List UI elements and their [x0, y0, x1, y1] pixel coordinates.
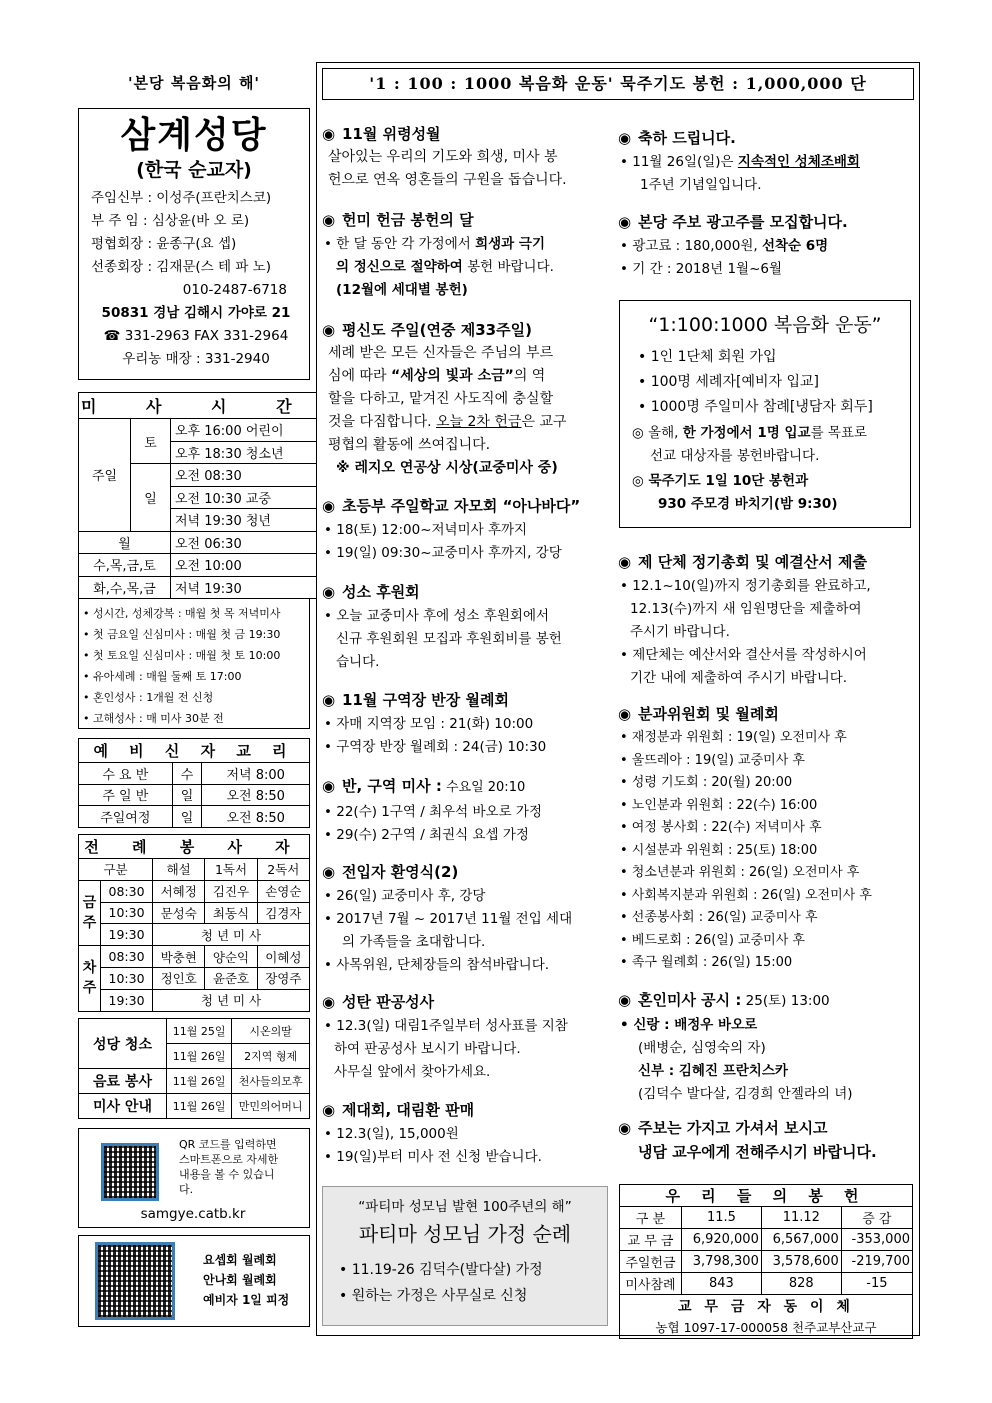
- section-welcome: [322, 862, 610, 977]
- mass-time: 오전 08:30: [171, 464, 317, 487]
- list-item: • 22(수) 1구역 / 최우석 바오로 가정: [324, 804, 543, 820]
- list-item: • 여정 봉사회 : 22(수) 저녁미사 후: [620, 820, 822, 835]
- weekday-time: 저녁 19:30: [171, 576, 317, 599]
- list-item: 1주년 기념일입니다.: [640, 177, 762, 193]
- weekday-label: 화,수,목,금: [79, 576, 171, 599]
- mass-note: • 유아세례 : 매월 둘째 토 17:00: [83, 670, 242, 683]
- col-header: 11.12: [761, 1207, 841, 1229]
- mass-time: 19:30: [101, 989, 153, 1011]
- class-day: 일: [172, 784, 202, 806]
- campaign-title: “1:100:1000 복음화 운동”: [648, 314, 882, 336]
- minister: 서혜정: [153, 880, 205, 902]
- mass-time: 10:30: [101, 902, 153, 924]
- bullet-icon: ◉: [618, 213, 632, 231]
- duty-date: 11월 26일: [167, 1044, 232, 1069]
- next-week-label: 차주: [79, 946, 101, 1011]
- youth-mass: 청 년 미 사: [153, 924, 310, 946]
- text: • 한 달 동안 각 가정에서: [324, 236, 476, 252]
- list-item: • 오늘 교중미사 후에 성소 후원회에서: [324, 608, 550, 624]
- cell: -353,000: [841, 1229, 912, 1251]
- section-november-souls: [322, 124, 610, 192]
- text: 의 역: [513, 368, 546, 384]
- section-mothers-bazaar: [322, 496, 610, 565]
- col-header: 2독서: [257, 859, 309, 881]
- minister: 양순익: [205, 946, 257, 968]
- list-item: • 자매 지역장 모임 : 21(화) 10:00: [324, 716, 534, 732]
- section-general-meeting: [618, 552, 916, 690]
- emphasis: 오늘 2차 헌금: [436, 414, 522, 430]
- list-item: • 구역장 반장 월례회 : 24(금) 10:30: [324, 739, 547, 755]
- catechumen-table: [78, 738, 310, 828]
- class-day: 수: [172, 763, 202, 785]
- list-item: 습니다.: [336, 654, 380, 670]
- section-christmas-confession: [322, 992, 610, 1084]
- minister: 김진우: [205, 880, 257, 902]
- list-item: • 19(일) 09:30~교중미사 후까지, 강당: [324, 545, 562, 561]
- col-header: 구 분: [620, 1207, 682, 1229]
- shop-phone: 우리농 매장 : 331-2940: [122, 351, 270, 367]
- col-header: 해설: [153, 859, 205, 881]
- list-item: • 원하는 가정은 사무실로 신청: [339, 1288, 528, 1304]
- weekday-time: 오전 10:00: [171, 554, 317, 577]
- fatima-subtitle: “파티마 성모님 발현 100주년의 해”: [358, 1199, 572, 1215]
- list-item: • 사목위원, 단체장들의 참석바랍니다.: [324, 957, 550, 973]
- section-rice-offering: [322, 210, 610, 302]
- mass-time: 저녁 19:30 청년: [171, 509, 317, 532]
- section-title: 헌미 헌금 봉헌의 달: [342, 211, 474, 229]
- list-item: 신규 후원회원 모집과 후원회비를 봉헌: [336, 631, 562, 647]
- section-congrats: [618, 128, 916, 197]
- motto-banner: '1 : 100 : 1000 복음화 운동' 묵주기도 봉헌 : 1,000,000 단: [322, 68, 914, 100]
- text: 것을 다짐합니다.: [328, 414, 437, 430]
- mass-time: 08:30: [101, 880, 153, 902]
- campaign-box: [619, 300, 911, 528]
- qr-event: 요셉회 월례회: [203, 1253, 277, 1267]
- mass-note: • 고해성사 : 매 미사 30분 전: [83, 712, 224, 725]
- mass-header: 미 사 시 간: [79, 393, 317, 419]
- list-item: • 제단체는 예산서와 결산서를 작성하시어: [620, 647, 867, 663]
- bullet-icon: ◉: [322, 125, 336, 143]
- section-district-meeting: [322, 690, 610, 759]
- mass-time: 19:30: [101, 924, 153, 946]
- bullet-icon: ◉: [618, 991, 632, 1009]
- list-item: • 1인 1단체 회원 가입: [638, 349, 777, 365]
- cell: -219,700: [841, 1251, 912, 1273]
- section-text: (12월에 세대별 봉헌): [336, 282, 468, 298]
- minister: 최동식: [205, 902, 257, 924]
- fatima-title: 파티마 성모님 가정 순례: [358, 1222, 572, 1246]
- cell: 3,578,600: [761, 1251, 841, 1273]
- cell: 828: [761, 1273, 841, 1295]
- bullet-icon: ◉: [322, 777, 336, 795]
- list-item: • 청소년분과 위원회 : 26(일) 오전미사 후: [620, 865, 860, 880]
- transfer-title: 교 무 금 자 동 이 체: [620, 1295, 913, 1317]
- youth-mass: 청 년 미 사: [153, 989, 310, 1011]
- class-time: 오전 8:50: [202, 806, 310, 828]
- bullet-icon: ◉: [618, 129, 632, 147]
- class-day: 일: [172, 806, 202, 828]
- section-title: 냉담 교우에게 전해주시기 바랍니다.: [638, 1143, 877, 1161]
- text: 를 목표로: [810, 425, 868, 441]
- section-title: 성소 후원회: [342, 583, 420, 601]
- text: • 11월 26일(일)은: [620, 154, 738, 170]
- mass-time: 오전 10:30 교중: [171, 486, 317, 509]
- qr-event: 안나회 월례회: [203, 1273, 277, 1287]
- staff-council-president: 평협회장 : 윤종구(요 셉): [91, 236, 237, 252]
- section-title: 본당 주보 광고주를 모집합니다.: [638, 213, 848, 231]
- duty-date: 11월 26일: [167, 1094, 232, 1119]
- col-header: 1독서: [205, 859, 257, 881]
- year-banner: '본당 복음화의 해': [127, 74, 261, 92]
- list-item: 신부 : 김혜진 프란치스카: [638, 1063, 788, 1079]
- qr-code-icon[interactable]: [101, 1143, 159, 1201]
- sunday-label: 주일: [79, 419, 131, 532]
- row-label: 미사참례: [620, 1273, 682, 1295]
- col-header: 11.5: [681, 1207, 761, 1229]
- list-item: • 기 간 : 2018년 1월~6월: [620, 261, 783, 277]
- section-vocation: [322, 582, 610, 674]
- mass-schedule-table: [78, 392, 317, 599]
- cell: 6,920,000: [681, 1229, 761, 1251]
- list-item: 사무실 앞에서 찾아가세요.: [334, 1064, 491, 1080]
- mass-time: 오후 18:30 청소년: [171, 441, 317, 464]
- bullet-icon: ◉: [322, 863, 336, 881]
- minister: 윤준호: [205, 967, 257, 989]
- mass-note: • 성시간, 성체강복 : 매월 첫 목 저녁미사: [83, 607, 281, 620]
- list-item: • 울뜨레아 : 19(일) 교중미사 후: [620, 752, 805, 768]
- qr-box-website: [78, 1128, 310, 1228]
- minister: 장영주: [257, 967, 309, 989]
- list-item: 주시기 바랍니다.: [630, 624, 730, 640]
- section-subtitle: 수요일 20:10: [441, 780, 526, 795]
- tel-fax: ☎ 331-2963 FAX 331-2964: [103, 328, 289, 344]
- section-title: 전입자 환영식(2): [342, 863, 459, 881]
- qr-text: 다.: [179, 1183, 194, 1196]
- liturgy-ministers-table: [78, 834, 310, 1012]
- list-item: 12.13(수)까지 새 임원명단을 제출하여: [630, 601, 862, 617]
- duty-date: 11월 25일: [167, 1019, 232, 1044]
- list-item: • 12.1~10(일)까지 정기총회를 완료하고,: [620, 578, 871, 594]
- list-item: • 29(수) 2구역 / 최권식 요셉 가정: [324, 827, 529, 843]
- section-title: 11월 구역장 반장 월례회: [342, 691, 509, 709]
- weekday-label: 월: [79, 531, 171, 554]
- duty-table: [78, 1018, 310, 1119]
- staff-pastor: 주임신부 : 이성주(프란치스코): [91, 190, 272, 206]
- text: ◎ 올해,: [632, 425, 683, 441]
- list-item: • 베드로회 : 26(일) 교중미사 후: [620, 932, 805, 948]
- minister: 김경자: [257, 902, 309, 924]
- list-item: • 사회복지분과 위원회 : 26(일) 오전미사 후: [620, 887, 872, 903]
- phone-mobile: 010-2487-6718: [182, 282, 287, 298]
- list-item: • 100명 세례자[예비자 입교]: [638, 374, 819, 390]
- this-week-label: 금주: [79, 880, 101, 945]
- staff-funeral-president: 선종회장 : 김재문(스 테 파 노): [91, 259, 271, 275]
- list-item: • 노인분과 위원회 : 22(수) 16:00: [620, 797, 818, 813]
- class-name: 주 일 반: [79, 784, 173, 806]
- section-text: 살아있는 우리의 기도와 희생, 미사 봉: [328, 149, 558, 165]
- offering-header: 우 리 들 의 봉 헌: [620, 1185, 913, 1207]
- section-advertisers: [618, 212, 916, 281]
- class-name: 수 요 반: [79, 763, 173, 785]
- col-header: 구분: [79, 859, 153, 881]
- section-district-mass: [322, 776, 610, 847]
- list-item: 기간 내에 제출하여 주시기 바랍니다.: [630, 670, 848, 686]
- duty-group: 만민의어머니: [232, 1094, 310, 1119]
- qr-code-icon[interactable]: [95, 1242, 175, 1320]
- cell: 843: [681, 1273, 761, 1295]
- campaign-note: ◎ 묵주기도 1일 10단 봉헌과: [632, 473, 809, 489]
- mass-notes: [78, 599, 310, 729]
- address: 50831 경남 김해시 가야로 21: [101, 305, 291, 321]
- mass-time: 오후 16:00 어린이: [171, 419, 317, 442]
- section-title: 주보는 가지고 가셔서 보시고: [638, 1119, 828, 1137]
- text: 봉헌 바랍니다.: [462, 259, 554, 275]
- parish-name: 삼계성당: [120, 115, 268, 156]
- duty-group: 천사들의모후: [232, 1069, 310, 1094]
- qr-text: 내용을 볼 수 있습니: [179, 1168, 275, 1181]
- section-title: 제 단체 정기총회 및 예결산서 제출: [638, 553, 867, 571]
- cell: -15: [841, 1273, 912, 1295]
- list-item: • 18(토) 12:00~저녁미사 후까지: [324, 522, 528, 538]
- emphasis: 의 정신으로 절약하여: [336, 259, 463, 275]
- fatima-box: [322, 1186, 608, 1326]
- account-number: 농협 1097-17-000058 천주교부산교구: [620, 1317, 913, 1339]
- text: • 광고료 : 180,000원,: [620, 238, 762, 254]
- list-item: • 26(일) 교중미사 후, 강당: [324, 888, 486, 904]
- list-item: • 선종봉사회 : 26(일) 교중미사 후: [620, 910, 818, 925]
- text: 은 교구: [521, 414, 567, 430]
- class-time: 오전 8:50: [202, 784, 310, 806]
- class-time: 저녁 8:00: [202, 763, 310, 785]
- qr-box-events: [78, 1235, 310, 1327]
- bullet-icon: ◉: [322, 1101, 336, 1119]
- class-name: 주일여정: [79, 806, 173, 828]
- section-wedding-notice: [618, 990, 916, 1106]
- section-title: 초등부 주일학교 자모회 “아나바다”: [342, 497, 581, 515]
- section-title: 성탄 판공성사: [342, 993, 435, 1011]
- section-take-bulletin: [618, 1118, 916, 1162]
- bullet-icon: ◉: [322, 321, 336, 339]
- emphasis: 지속적인 성체조배회: [737, 154, 860, 170]
- bullet-icon: ◉: [618, 553, 632, 571]
- offering-table: [619, 1184, 913, 1339]
- weekday-label: 수,목,금,토: [79, 554, 171, 577]
- list-item: • 11.19-26 김덕수(발다살) 가정: [339, 1262, 543, 1278]
- section-title: 평신도 주일(연중 제33주일): [342, 321, 532, 339]
- minister: 이혜성: [257, 946, 309, 968]
- emphasis: “세상의 빛과 소금”: [391, 368, 514, 384]
- qr-event: 예비자 1일 피정: [203, 1293, 290, 1307]
- minister: 손영순: [257, 880, 309, 902]
- saturday-label: 토: [131, 419, 171, 464]
- mass-time: 10:30: [101, 967, 153, 989]
- drinks-label: 음료 봉사: [79, 1069, 167, 1094]
- list-item: • 성령 기도회 : 20(월) 20:00: [620, 775, 793, 790]
- minister: 문성숙: [153, 902, 205, 924]
- emphasis: 선착순 6명: [761, 238, 829, 254]
- list-item: • 신랑 : 배정우 바오로: [620, 1017, 758, 1033]
- campaign-note: 선교 대상자를 봉헌바랍니다.: [650, 448, 820, 464]
- catechumen-header: 예 비 신 자 교 리: [79, 739, 310, 763]
- list-item: 의 가족들을 초대합니다.: [342, 934, 486, 950]
- section-advent-wreath: [322, 1100, 610, 1169]
- list-item: • 2017년 7월 ~ 2017년 11월 전입 세대: [324, 911, 573, 927]
- campaign-note: 930 주모경 바치기(밤 9:30): [658, 496, 838, 512]
- row-label: 주일헌금: [620, 1251, 682, 1273]
- section-text: 헌으로 연옥 영혼들의 구원을 돕습니다.: [328, 172, 567, 188]
- parish-subtitle: (한국 순교자): [136, 159, 252, 181]
- mass-note: • 첫 토요일 신심미사 : 매월 첫 토 10:00: [83, 649, 281, 662]
- mass-note: • 첫 금요일 신심미사 : 매월 첫 금 19:30: [83, 628, 281, 641]
- list-item: • 족구 월례회 : 26(일) 15:00: [620, 955, 793, 970]
- section-title: 11월 위령성월: [342, 125, 441, 143]
- section-committees: [618, 704, 916, 975]
- section-text: ※ 레지오 연공상 시상(교중미사 중): [336, 460, 558, 476]
- col-header: 증 감: [841, 1207, 912, 1229]
- weekday-time: 오전 06:30: [171, 531, 317, 554]
- website-link[interactable]: samgye.catb.kr: [140, 1206, 246, 1222]
- sunday-day-label: 일: [131, 464, 171, 532]
- mass-note: • 혼인성사 : 1개월 전 신청: [83, 691, 214, 704]
- parish-info-box: [78, 108, 310, 380]
- duty-group: 시온의딸: [232, 1019, 310, 1044]
- section-title: 제대회, 대림환 판매: [342, 1101, 475, 1119]
- qr-text: QR 코드를 입력하면: [179, 1138, 277, 1151]
- bullet-icon: ◉: [618, 1119, 632, 1137]
- list-item: (김덕수 발다살, 김경희 안젤라의 녀): [638, 1086, 853, 1102]
- bullet-icon: ◉: [618, 705, 632, 723]
- bullet-icon: ◉: [322, 691, 336, 709]
- duty-date: 11월 26일: [167, 1069, 232, 1094]
- text: 심에 따라: [328, 368, 391, 384]
- list-item: (배병순, 심영숙의 자): [638, 1040, 766, 1056]
- bullet-icon: ◉: [322, 211, 336, 229]
- list-item: • 12.3(일) 대림1주일부터 성사표를 지참: [324, 1018, 568, 1034]
- bullet-icon: ◉: [322, 993, 336, 1011]
- list-item: • 1000명 주일미사 참례[냉담자 회두]: [638, 399, 873, 415]
- bullet-icon: ◉: [322, 497, 336, 515]
- qr-text: 스마트폰으로 자세한: [179, 1153, 279, 1166]
- row-label: 교 무 금: [620, 1229, 682, 1251]
- guide-label: 미사 안내: [79, 1094, 167, 1119]
- section-text: 할을 다하고, 맡겨진 사도직에 충실할: [328, 391, 554, 407]
- list-item: • 19(일)부터 미사 전 신청 받습니다.: [324, 1149, 542, 1165]
- mass-time: 08:30: [101, 946, 153, 968]
- section-subtitle: 25(토) 13:00: [741, 993, 830, 1009]
- cleaning-label: 성당 청소: [79, 1019, 167, 1069]
- section-title: 분과위원회 및 월례회: [638, 705, 779, 723]
- section-title: 반, 구역 미사 :: [342, 777, 442, 795]
- list-item: • 재정분과 위원회 : 19(일) 오전미사 후: [620, 730, 847, 745]
- section-text: 세례 받은 모든 신자들은 주님의 부르: [328, 345, 554, 361]
- section-title: 혼인미사 공시 :: [638, 991, 742, 1009]
- section-text: 평협의 활동에 쓰여집니다.: [328, 437, 491, 453]
- list-item: • 시설분과 위원회 : 25(토) 18:00: [620, 842, 818, 858]
- minister: 박충현: [153, 946, 205, 968]
- minister: 정인호: [153, 967, 205, 989]
- liturgy-header: 전 례 봉 사 자: [79, 835, 310, 859]
- list-item: 하여 판공성사 보시기 바랍니다.: [334, 1041, 521, 1057]
- cell: 6,567,000: [761, 1229, 841, 1251]
- bullet-icon: ◉: [322, 583, 336, 601]
- duty-group: 2지역 형제: [232, 1044, 310, 1069]
- staff-assistant: 부 주 임 : 심상윤(바 오 로): [91, 213, 250, 229]
- list-item: • 12.3(일), 15,000원: [324, 1126, 459, 1142]
- cell: 3,798,300: [681, 1251, 761, 1273]
- emphasis: 희생과 극기: [475, 236, 545, 252]
- section-laity-sunday: [322, 320, 610, 480]
- emphasis: 한 가정에서 1명 입교: [682, 425, 811, 441]
- section-title: 축하 드립니다.: [638, 129, 736, 147]
